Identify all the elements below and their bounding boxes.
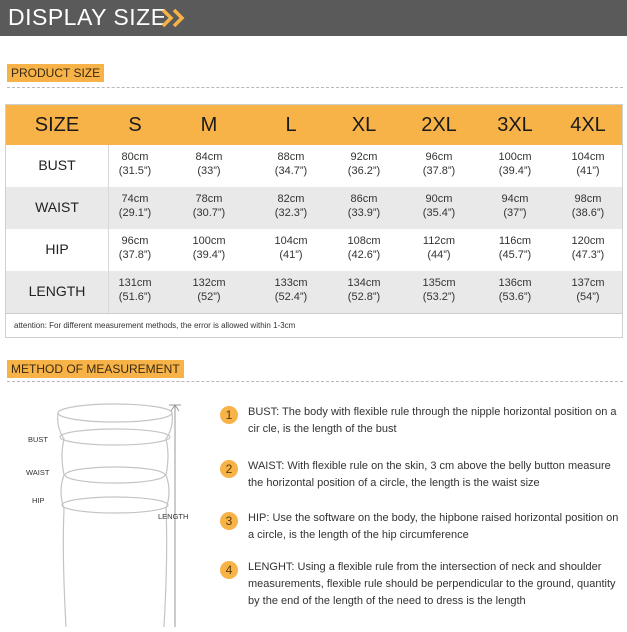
header-cell: M	[200, 114, 218, 136]
table-cell: 98cm (38.6”)	[571, 193, 605, 219]
table-cell: 80cm (31.5”)	[118, 151, 152, 177]
table-cell: 78cm (30.7”)	[192, 193, 226, 219]
table-cell: 96cm (37.8”)	[422, 151, 456, 177]
row-label: BUST	[38, 157, 76, 173]
header-cell: 3XL	[497, 114, 533, 136]
table-row	[6, 271, 622, 313]
table-cell: 112cm (44”)	[422, 235, 456, 261]
table-cell: 108cm (42.6”)	[347, 235, 381, 261]
table-cell: 88cm (34.7”)	[274, 151, 308, 177]
table-cell: 100cm (39.4”)	[498, 151, 532, 177]
table-row	[6, 229, 622, 271]
step-number-badge: 1	[220, 406, 238, 424]
attention-note: attention: For different measurement methods, the error is allowed within 1-3cm	[14, 321, 296, 330]
column-divider	[108, 145, 109, 313]
table-cell: 84cm (33”)	[195, 151, 223, 177]
table-cell: 120cm (47.3”)	[571, 235, 605, 261]
table-cell: 135cm (53.2”)	[422, 277, 456, 303]
table-cell: 104cm (41”)	[274, 235, 308, 261]
header-cell: S	[128, 114, 142, 136]
banner-title: DISPLAY SIZE	[8, 4, 167, 30]
table-cell: 96cm (37.8”)	[118, 235, 152, 261]
table-cell: 94cm (37”)	[501, 193, 529, 219]
instruction-text: BUST: The body with flexible rule through the nipple horizontal position on a cir cle, is the length of the bust	[248, 406, 617, 435]
table-row	[6, 187, 622, 229]
table-cell: 74cm (29.1”)	[118, 193, 152, 219]
header-cell: 4XL	[570, 114, 606, 136]
row-divider	[6, 313, 622, 314]
bust-label: BUST	[28, 435, 49, 444]
table-header-row	[6, 105, 622, 145]
table-cell: 116cm (45.7”)	[498, 235, 532, 261]
table-cell: 86cm (33.9”)	[347, 193, 381, 219]
table-row	[6, 145, 622, 187]
table-cell: 90cm (35.4”)	[422, 193, 456, 219]
method-of-measurement-label: METHOD OF MEASUREMENT	[7, 360, 184, 378]
header-cell: L	[285, 114, 297, 136]
table-cell: 133cm (52.4”)	[274, 277, 308, 303]
waist-label: WAIST	[26, 468, 50, 477]
table-cell: 131cm (51.6”)	[118, 277, 152, 303]
table-cell: 132cm (52”)	[192, 277, 226, 303]
length-label: LENGTH	[158, 512, 189, 521]
table-cell: 100cm (39.4”)	[192, 235, 226, 261]
table-cell: 136cm (53.6”)	[498, 277, 532, 303]
row-label: HIP	[45, 241, 69, 257]
step-number-badge: 3	[220, 512, 238, 530]
double-chevron-right-icon	[160, 7, 188, 29]
step-number-badge: 4	[220, 561, 238, 579]
body-outline-illustration	[20, 395, 200, 627]
table-cell: 104cm (41”)	[571, 151, 605, 177]
product-size-label: PRODUCT SIZE	[7, 64, 104, 82]
measurement-figure	[20, 395, 200, 627]
table-cell: 134cm (52.8”)	[347, 277, 381, 303]
table-cell: 82cm (32.3”)	[274, 193, 308, 219]
instruction-text: LENGHT: Using a flexible rule from the intersection of neck and shoulder measurements, flexible rule should be perpendicular to the ground, quantity by the end of the length of the need to dress is the length	[248, 561, 616, 607]
size-table	[5, 104, 623, 338]
instruction-text: WAIST: With flexible rule on the skin, 3 cm above the belly button measure the horizontal position of a circle, the length is the waist size	[248, 460, 611, 489]
divider	[7, 381, 623, 382]
header-cell: 2XL	[421, 114, 457, 136]
divider	[7, 87, 623, 88]
row-label: WAIST	[35, 199, 79, 215]
table-cell: 137cm (54”)	[571, 277, 605, 303]
instruction-text: HIP: Use the software on the body, the hipbone raised horizontal position on a circle, is the length of the hip circumference	[248, 512, 619, 541]
display-size-banner	[0, 0, 627, 36]
header-cell: XL	[351, 114, 377, 136]
row-label: LENGTH	[28, 283, 86, 299]
header-cell: SIZE	[34, 114, 80, 136]
step-number-badge: 2	[220, 460, 238, 478]
hip-label: HIP	[32, 496, 45, 505]
table-cell: 92cm (36.2”)	[347, 151, 381, 177]
